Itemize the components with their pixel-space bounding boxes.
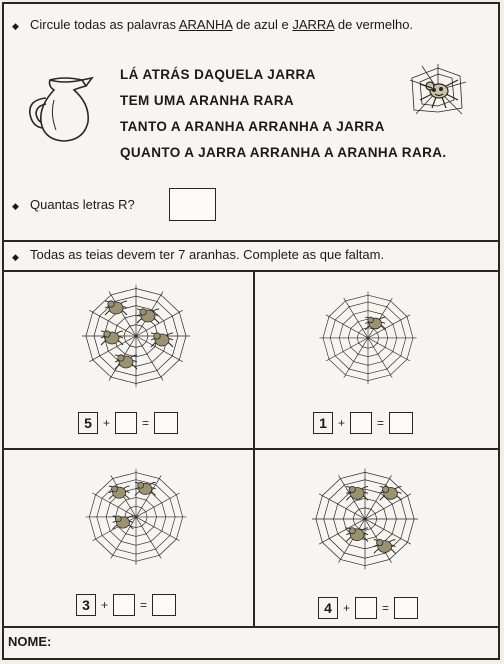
instruction-text: Circule todas as palavras (30, 17, 176, 32)
diamond-bullet-icon: ◆ (12, 201, 19, 211)
spider-web-icon (306, 462, 424, 574)
equals-sign: = (382, 601, 390, 615)
spider-icon (115, 355, 137, 369)
poem-line: QUANTO A JARRA ARRANHA A ARANHA RARA. (120, 145, 447, 160)
equals-sign: = (142, 416, 150, 430)
total-input[interactable] (394, 597, 418, 619)
diamond-bullet-icon: ◆ (12, 252, 19, 262)
plus-sign: + (101, 598, 109, 612)
divider (4, 448, 500, 450)
spider-icon (151, 333, 173, 347)
plus-sign: + (338, 416, 346, 430)
missing-count-input[interactable] (113, 594, 135, 616)
plus-sign: + (343, 601, 351, 615)
equation-web-3 (76, 593, 176, 617)
answer-box-r-count[interactable] (169, 188, 216, 221)
given-count: 1 (313, 412, 333, 434)
missing-count-input[interactable] (115, 412, 137, 434)
divider (253, 272, 255, 626)
spider-icon (109, 486, 130, 499)
instruction-text: de vermelho. (337, 17, 414, 32)
word-aranha: ARANHA (178, 17, 233, 32)
instruction-circle-words (30, 17, 413, 33)
total-input[interactable] (152, 594, 176, 616)
poem-line: TANTO A ARANHA ARRANHA A JARRA (120, 119, 385, 134)
equation-web-2 (313, 411, 413, 435)
missing-count-input[interactable] (350, 412, 372, 434)
given-count: 5 (78, 412, 98, 434)
instruction-text: de azul e (235, 17, 289, 32)
total-input[interactable] (154, 412, 178, 434)
divider (4, 240, 500, 242)
spider-icon (380, 486, 402, 500)
total-input[interactable] (389, 412, 413, 434)
spider-web-icon (80, 462, 192, 570)
equals-sign: = (140, 598, 148, 612)
given-count: 3 (76, 594, 96, 616)
instruction-complete-webs: Todas as teias devem ter 7 aranhas. Complete as que faltam. (30, 247, 385, 262)
plus-sign: + (103, 416, 111, 430)
equation-web-4 (318, 596, 418, 620)
equation-web-1 (78, 411, 178, 435)
poem (120, 66, 447, 170)
name-label: NOME: (8, 634, 52, 649)
divider (4, 626, 500, 628)
spider-web-icon (76, 280, 196, 390)
divider (4, 270, 500, 272)
word-jarra: JARRA (292, 17, 335, 32)
spider-web-icon (314, 284, 422, 390)
diamond-bullet-icon: ◆ (12, 21, 19, 31)
poem-line: TEM UMA ARANHA RARA (120, 93, 295, 108)
missing-count-input[interactable] (355, 597, 377, 619)
given-count: 4 (318, 597, 338, 619)
name-field[interactable] (70, 630, 490, 652)
jug-icon (26, 74, 102, 144)
poem-line: LÁ ATRÁS DAQUELA JARRA (120, 67, 316, 82)
question-count-r: Quantas letras R? (30, 197, 135, 212)
equals-sign: = (377, 416, 385, 430)
